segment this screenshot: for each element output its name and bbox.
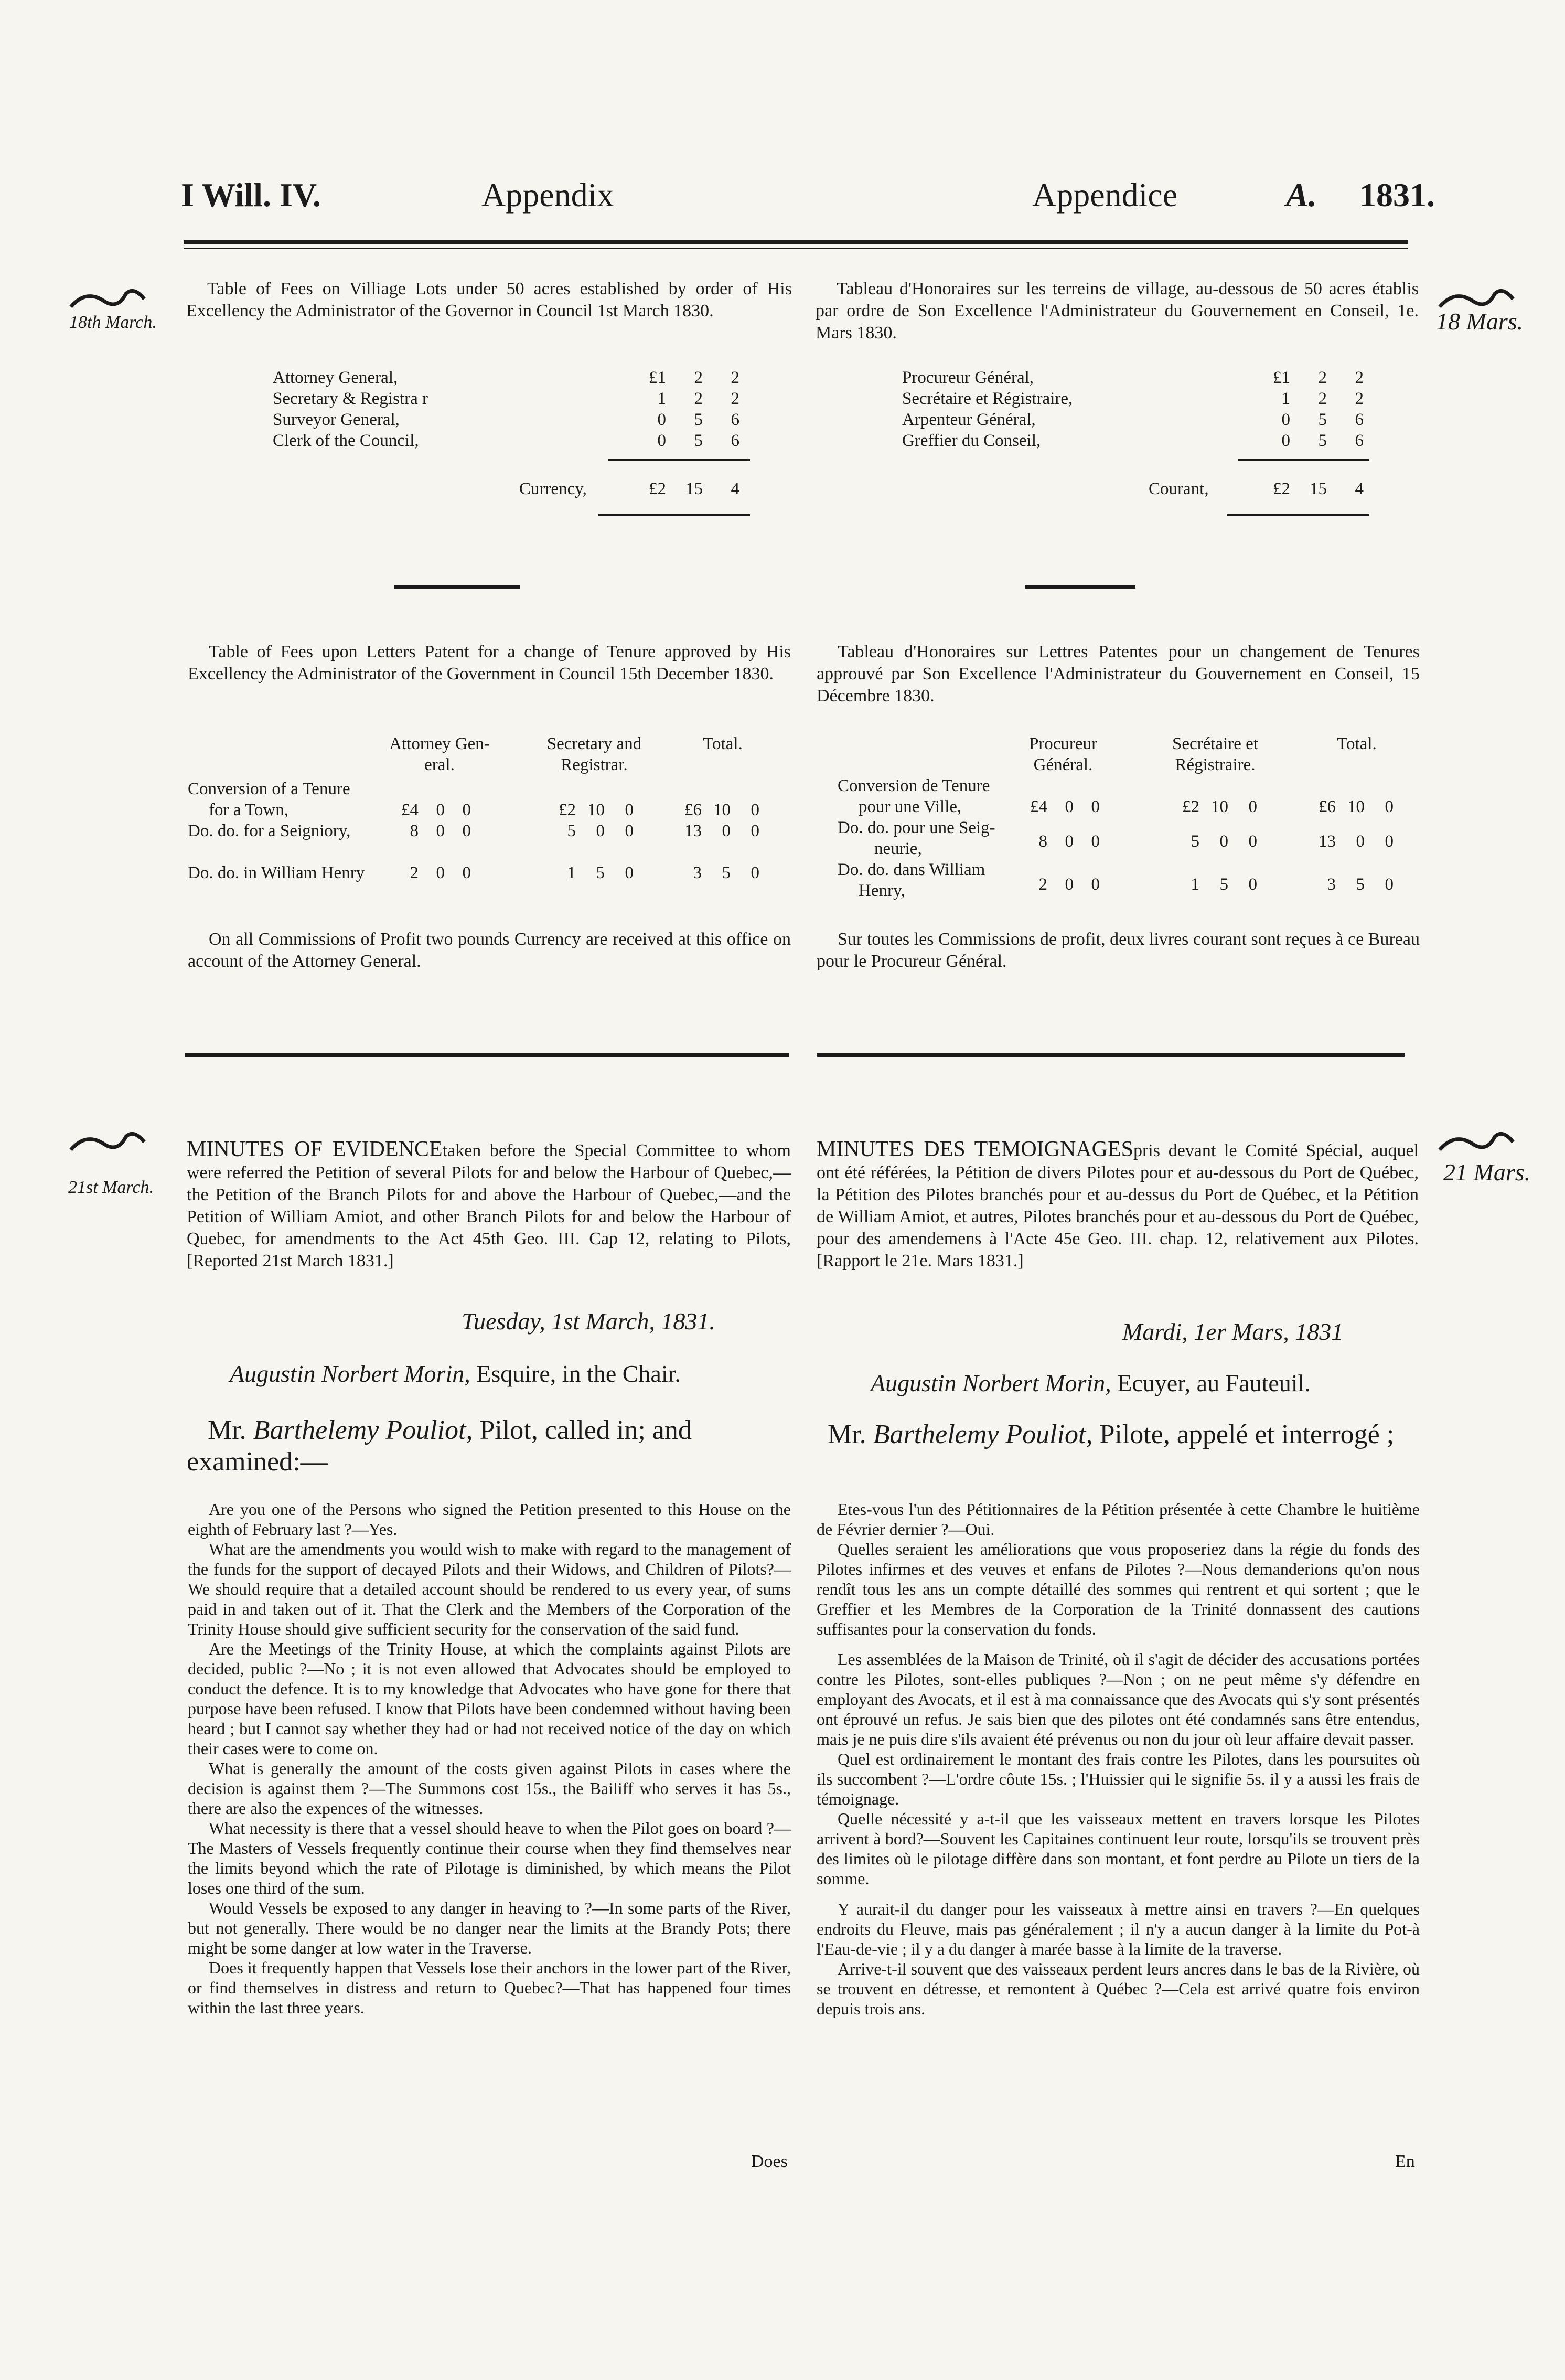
col-header-attorney [371,733,508,775]
cell: 0 [436,821,445,840]
appendix-title-fr: Appendice [1032,176,1178,214]
flourish-ornament [68,1129,147,1155]
cell: £2 [559,801,576,819]
cell: 0 [1248,875,1257,894]
fee-pounds: 1 [1281,389,1290,408]
col-header-procureur [995,733,1131,775]
margin-date-en: 18th March. [69,313,157,332]
cell: 10 [1347,797,1365,816]
fee-pence: 6 [731,410,739,429]
col-header-line: Secretary and [546,734,642,753]
section-rule [185,1053,789,1057]
fee-pence: 2 [1355,389,1364,408]
evidence-column-en [188,1499,791,2018]
cell: 0 [1091,832,1100,851]
cell: 3 [1327,875,1336,894]
fee-pence: 6 [731,431,739,450]
cell: 0 [1385,797,1394,816]
evidence-paragraph: Would Vessels be exposed to any danger in heaving to ?—In some parts of the River, but not generally. There would be no danger near the limits at the Brandy Pots; there might be some danger at low water in the Traverse. [188,1898,791,1957]
sum-rule [608,459,750,461]
minutes-title: MINUTES DES TEMOIGNAGES [817,1137,1133,1161]
sum-rule [1238,459,1369,461]
fee-pence: 2 [1355,368,1364,387]
cell: 10 [713,801,731,819]
header-year: 1831. [1359,176,1435,214]
fee-pence: 6 [1355,410,1364,429]
cell: 0 [722,821,731,840]
fee-total-pence: 4 [1355,479,1364,498]
fee-label: Secrétaire et Régistraire, [902,389,1073,408]
fee-shillings: 2 [1318,389,1327,408]
witness-prefix: Mr. [828,1420,873,1449]
cell: 0 [596,821,605,840]
fee-pounds: 0 [1281,431,1290,450]
evidence-paragraph: What are the amendments you would wish to make with regard to the management of the funds for the support of decayed Pilots and their Widows, and Children of Pilots?—We should require that a detailed account should be rendered to us every year, of sums paid in and taken out of it. That the Clerk and the Members of the Corporation of the Trinity House should give sufficient security for the conservation of the said fund. [188,1540,791,1638]
col-header-secretaire [1147,733,1283,775]
fee-pence: 6 [1355,431,1364,450]
minutes-heading-fr [817,1138,1419,1272]
commission-note-fr: Sur toutes les Commissions de profit, deux livres courant sont reçues à ce Bureau pour le Procureur Général. [817,930,1420,971]
col-header-secretary [523,733,665,775]
fee-label: Clerk of the Council, [273,431,419,450]
minutes-heading-text: taken before the Special Committee to whom were referred the Petition of several Pilots for and below the Harbour of Quebec,—the Petition of the Branch Pilots for and above the Harbour of Quebec,—and the Petition of William Amiot, and other Branch Pilots for and below the Harbour of Quebec, for amendments to the Act 45th Geo. III. Cap 12, relating to Pilots, [Reported 21st March 1831.] [187,1141,791,1271]
fee-total-label: Currency, [519,479,587,498]
fee-label: Surveyor General, [273,410,400,429]
witness-line-fr [828,1419,1415,1450]
fee-shillings: 2 [1318,368,1327,387]
cell: 0 [1356,832,1365,851]
fee-total-shillings: 15 [1310,479,1327,498]
fee-total-pounds: £2 [1273,479,1290,498]
tenure-table-en [188,733,791,901]
cell: 5 [1191,832,1199,851]
fee-pence: 2 [731,389,739,408]
cell: 0 [751,821,759,840]
cell: 13 [684,821,702,840]
cell: 13 [1319,832,1336,851]
chair-line-en [230,1360,681,1388]
catchword-en: Does [751,2152,788,2171]
evidence-paragraph: Les assemblées de la Maison de Trinité, où il s'agit de décider des accusations portées contre les Pilotes, sont-elles publiques ?—Non ; on ne peut même s'y défendre en employant des Avocats, et il est à ma connaissance que des Avocats qui s'y sont présentés ont éprouvé un refus. Je sais bien que des pilotes ont été condamnés sans être entendus, mais je ne puis dire s'ils avaient été prévenus ou non du jour où leur affaire devait passer. [817,1650,1420,1748]
fee-total-label: Courant, [1149,479,1209,498]
tenure-intro-fr: Tableau d'Honoraires sur Lettres Patentes pour un changement de Tenures approuvé par Son Excellence l'Administrateur du Gouvernement en Conseil, 15 Décembre 1830. [817,642,1420,706]
fee-pence: 2 [731,368,739,387]
cell: 0 [1248,797,1257,816]
tenure-intro-en: Table of Fees upon Letters Patent for a change of Tenure approved by His Excellency the Administrator of the Government in Council 15th December 1830. [188,642,791,684]
cell: 8 [1038,832,1047,851]
cell: £4 [1030,797,1047,816]
evidence-paragraph: What necessity is there that a vessel should heave to when the Pilot goes on board ?—The Masters of Vessels frequently continue their course when they find themselves near the limits beyond which the rate of Pilotage is diminished, by which means the Pilot loses one third of the sum. [188,1819,791,1897]
col-header-line: Attorney Gen- [389,734,490,753]
margin-date-fr: 21 Mars. [1443,1159,1531,1186]
fee-total-shillings: 15 [685,479,703,498]
fee-label: Secretary & Registra r [273,389,428,408]
cell: £6 [684,801,702,819]
fees-table-fr [902,367,1374,519]
header-rule-thin [184,248,1408,249]
chair-text: Ecuyer, au Fauteuil. [1111,1370,1311,1396]
chair-text: Esquire, in the Chair. [470,1360,681,1387]
tenure-table-fr [838,733,1420,906]
chair-name: Augustin Norbert Morin, [871,1370,1111,1396]
evidence-paragraph: Quel est ordinairement le montant des frais contre les Pilotes, dans les poursuites où ils succombent ?—L'ordre côute 15s. ; l'Huissier qui le signifie 5s. il y a aussi les frais de témoignage. [817,1749,1420,1808]
cell: 0 [462,801,471,819]
cell: 0 [751,801,759,819]
appendix-title-en: Appendix [481,176,614,214]
cell: 0 [462,863,471,882]
header-rule-thick [184,240,1408,244]
row-label: Conversion de Tenure [838,776,990,795]
flourish-ornament [68,286,147,312]
cell: 8 [410,821,419,840]
fee-pounds: £1 [649,368,666,387]
total-rule [1227,514,1369,516]
col-header-total: Total. [1337,734,1377,753]
fee-pounds: 1 [657,389,666,408]
fee-pounds: £1 [1273,368,1290,387]
col-header-line: Régistraire. [1175,755,1256,774]
chair-line-fr [871,1369,1311,1397]
evidence-paragraph: Quelle nécessité y a-t-il que les vaisseaux mettent en travers lorsque les Pilotes arrivent à bord?—Souvent les Capitaines continuent leur route, lorsqu'ils se trouvent près des limites où le pilotage diffère dans son montant, et font perdre au Pilote un tiers de la somme. [817,1809,1420,1888]
evidence-paragraph: Quelles seraient les améliorations que vous proposeriez dans la régie du fonds des Pilotes infirmes et des veuves et enfans de Pilotes ?—Nous demanderions qu'on nous rendît tous les ans un compte détaillé des sommes qui rentrent et qui sortent ; que le Greffier et les Membres de la Corporation de la Trinité donnassent des cautions suffisantes pour la conservation du fonds. [817,1540,1420,1638]
cell: 0 [625,801,634,819]
cell: 0 [1091,875,1100,894]
fee-pounds: 0 [657,410,666,429]
minutes-heading-en [187,1138,791,1272]
col-header-line: Procureur [1028,734,1098,753]
evidence-paragraph: What is generally the amount of the costs given against Pilots in cases where the decision is against them ?—The Summons cost 15s., the Bailiff who serves it has 5s., there are also the expences of the witnesses. [188,1759,791,1818]
session-date-en: Tuesday, 1st March, 1831. [462,1308,715,1335]
cell: £2 [1182,797,1199,816]
section-divider [1025,585,1135,589]
cell: 1 [567,863,576,882]
witness-line-en [187,1415,790,1478]
cell: 0 [1219,832,1228,851]
fee-total-pounds: £2 [649,479,666,498]
cell: 5 [722,863,731,882]
chair-name: Augustin Norbert Morin, [230,1360,470,1387]
cell: 0 [462,821,471,840]
appendix-letter: A. [1286,176,1317,214]
cell: 3 [693,863,702,882]
fee-shillings: 5 [694,431,703,450]
cell: 0 [1065,797,1074,816]
cell: 0 [436,801,445,819]
cell: 0 [1065,875,1074,894]
fees-intro-en: Table of Fees on Villiage Lots under 50 acres established by order of His Excellency the Administrator of the Governor in Council 1st March 1830. [186,279,792,321]
fee-pounds: 0 [657,431,666,450]
cell: 2 [1038,875,1047,894]
evidence-paragraph: Arrive-t-il souvent que des vaisseaux perdent leurs ancres dans le bas de la Rivière, où se trouvent en détresse, et remontent à Québec ?—Cela est arrivé quatre fois environ depuis trois ans. [817,1959,1420,2018]
cell: £6 [1319,797,1336,816]
section-divider [394,585,520,589]
cell: 5 [1356,875,1365,894]
fees-intro-fr: Tableau d'Honoraires sur les terreins de village, au-dessous de 50 acres établis par ordre de Son Excellence l'Administrateur du Gouvernement en Conseil, 1e. Mars 1830. [816,279,1419,343]
evidence-paragraph: Y aurait-il du danger pour les vaisseaux à mettre ainsi en travers ?—En quelques endroits du Fleuve, mais pas généralement ; il n'y a aucun danger à la limite du Pot-à l'Eau-de-vie ; il y a du danger à marée basse à la limite de la traverse. [817,1899,1420,1958]
row-label: Conversion of a Tenure [188,780,350,798]
evidence-column-fr [817,1499,1420,2019]
volume-title: I Will. IV. [181,176,321,214]
cell: 0 [436,863,445,882]
fee-total-pence: 4 [731,479,739,498]
cell: 0 [1065,832,1074,851]
fee-shillings: 2 [694,389,703,408]
fee-shillings: 5 [1318,431,1327,450]
row-label: Do. do. for a Seigniory, [188,821,351,840]
flourish-ornament [1437,1129,1516,1155]
row-label-cont: neurie, [874,839,922,858]
cell: 5 [1219,875,1228,894]
col-header-total: Total. [703,734,743,753]
fees-table-en [273,367,760,519]
cell: 1 [1191,875,1199,894]
cell: 2 [410,863,419,882]
row-label: Do. do. dans William [838,860,985,879]
catchword-fr: En [1395,2152,1415,2171]
fee-label: Attorney General, [273,368,398,387]
fee-label: Procureur Général, [902,368,1034,387]
evidence-paragraph: Does it frequently happen that Vessels lose their anchors in the lower part of the River, or find themselves in distress and return to Quebec?—That has happened four times within the last three years. [188,1958,791,2017]
col-header-line: Secrétaire et [1172,734,1258,753]
section-rule [817,1053,1405,1057]
col-header-line: Registrar. [561,755,628,774]
cell: 0 [1385,832,1394,851]
witness-text: Pilot, called in; and examined:— [187,1415,692,1477]
margin-date-fr: 18 Mars. [1436,308,1524,335]
minutes-heading-text: pris devant le Comité Spécial, auquel ont été référées, la Pétition de divers Pilotes pour et au-dessous du Port de Québec, la Pétition des Pilotes branchés pour et au-dessus du Port de Québec, et la Pétition de William Amiot, et autres, Pilotes branchés pour et au-dessous du Port de Québec, pour des amendemens à l'Acte 45e Geo. III. chap. 12, relativement aux Pilotes. [Rapport le 21e. Mars 1831.] [817,1141,1419,1271]
cell: 5 [567,821,576,840]
witness-prefix: Mr. [208,1415,253,1445]
cell: 0 [1248,832,1257,851]
cell: 10 [1211,797,1228,816]
col-header-line: eral. [424,755,455,774]
col-header-line: Général. [1033,755,1093,774]
row-label-cont: for a Town, [209,801,288,819]
row-label-cont: pour une Ville, [859,797,962,816]
row-label: Do. do. pour une Seig- [838,818,995,837]
cell: 0 [751,863,759,882]
fee-shillings: 2 [694,368,703,387]
witness-text: Pilote, appelé et interrogé ; [1092,1420,1395,1449]
fee-shillings: 5 [1318,410,1327,429]
row-label: Do. do. in William Henry [188,863,365,882]
session-date-fr: Mardi, 1er Mars, 1831 [1122,1318,1344,1345]
witness-name: Barthelemy Pouliot, [873,1420,1093,1449]
commission-note-en: On all Commissions of Profit two pounds Currency are received at this office on account of the Attorney General. [188,930,791,971]
cell: 10 [587,801,605,819]
fee-label: Greffier du Conseil, [902,431,1041,450]
cell: 0 [1091,797,1100,816]
cell: 0 [1385,875,1394,894]
fee-label: Arpenteur Général, [902,410,1036,429]
minutes-title: MINUTES OF EVIDENCE [187,1137,443,1161]
margin-date-en: 21st March. [68,1178,154,1197]
evidence-paragraph: Are the Meetings of the Trinity House, at which the complaints against Pilots are decided, public ?—No ; it is not even allowed that Advocates should be employed to conduct the defence. It is to my knowledge that Advocates who have gone for there that purpose have been refused. I know that Pilots have been condemned without having been heard ; but I cannot say whether they had or had not received notice of the day on which their cases were to come on. [188,1639,791,1758]
cell: 0 [625,863,634,882]
fee-pounds: 0 [1281,410,1290,429]
witness-name: Barthelemy Pouliot, [253,1415,473,1445]
total-rule [598,514,750,516]
row-label-cont: Henry, [859,881,905,900]
cell: 0 [625,821,634,840]
cell: £4 [401,801,419,819]
fee-shillings: 5 [694,410,703,429]
evidence-paragraph: Are you one of the Persons who signed the Petition presented to this House on the eighth of February last ?—Yes. [188,1500,791,1539]
cell: 5 [596,863,605,882]
evidence-paragraph: Etes-vous l'un des Pétitionnaires de la Pétition présentée à cette Chambre le huitième de Février dernier ?—Oui. [817,1500,1420,1539]
